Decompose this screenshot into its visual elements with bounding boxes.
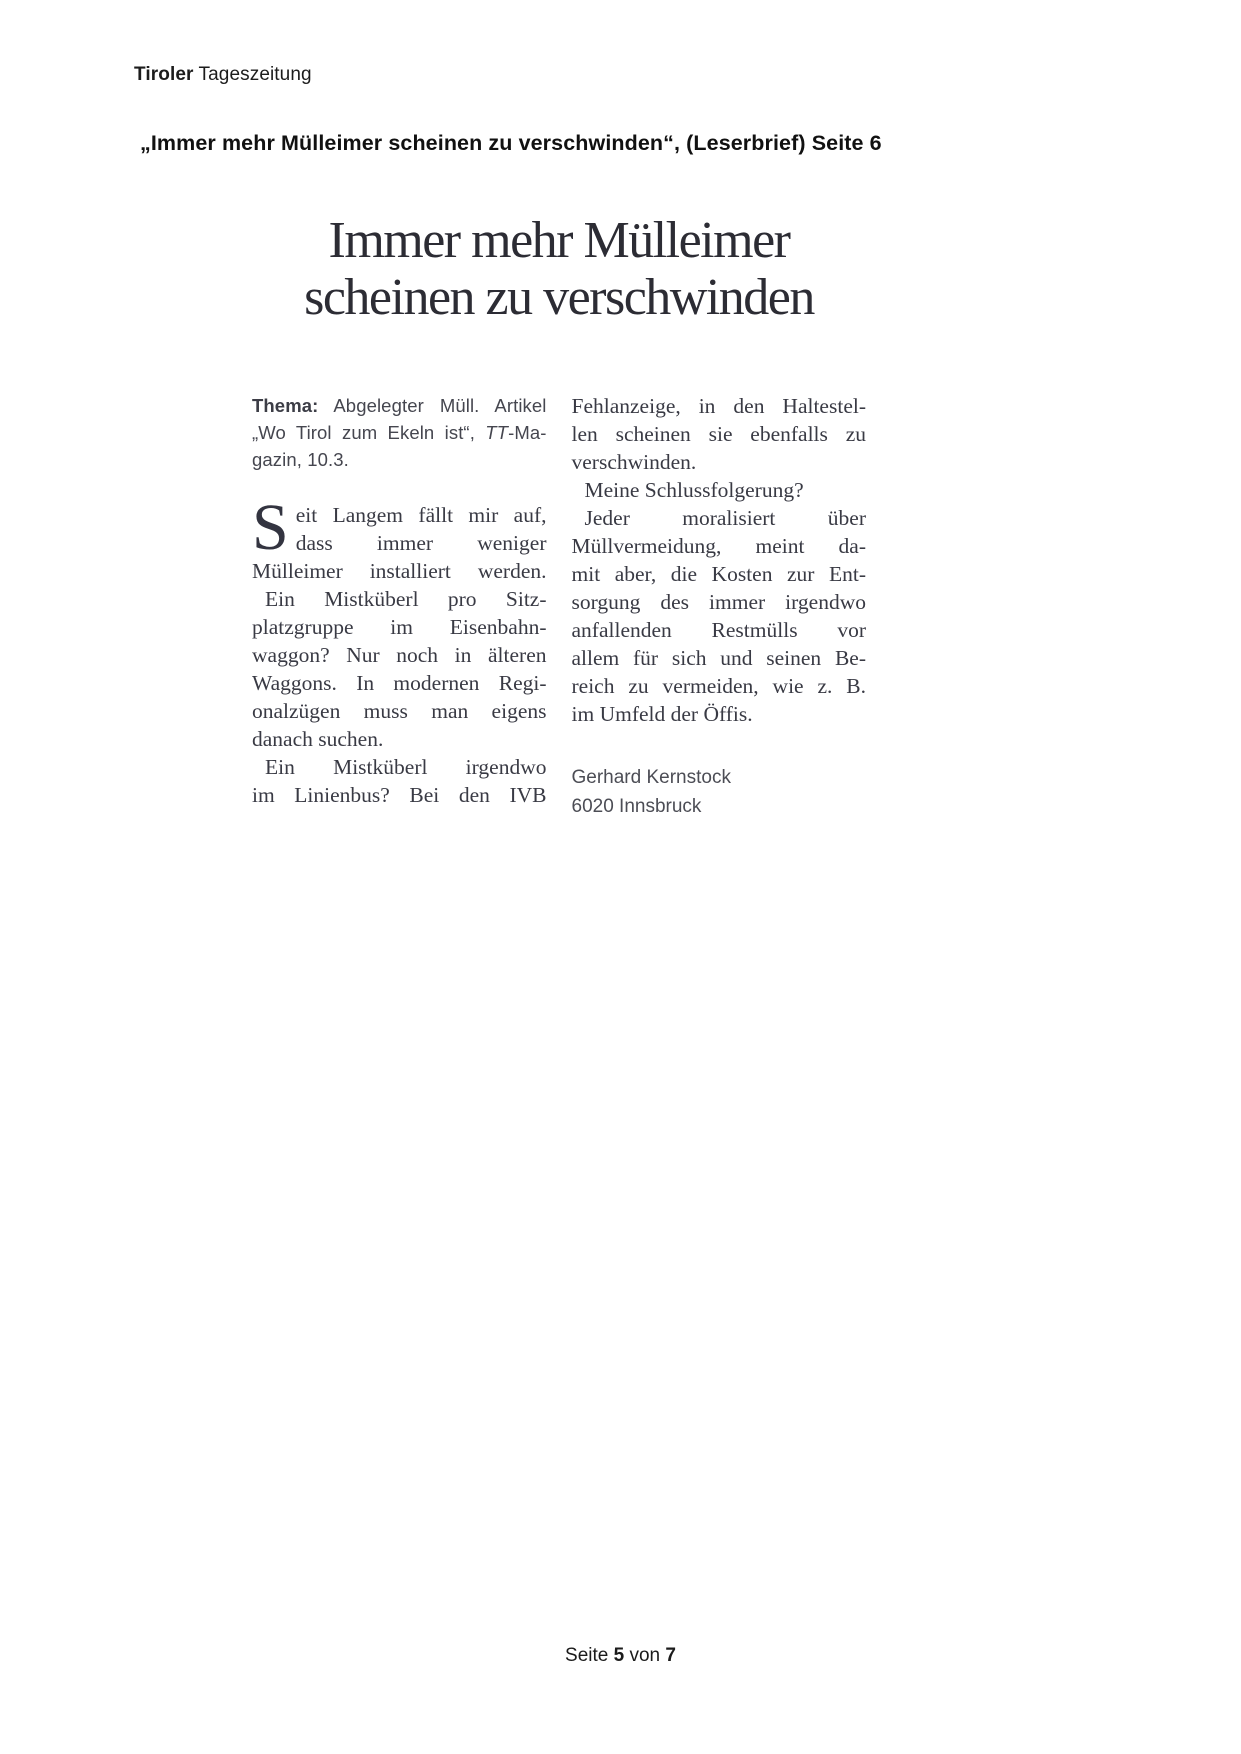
newspaper-name-rest: Tageszeitung: [193, 64, 312, 85]
text-line: sorgung des immer irgendwo: [571, 590, 866, 614]
intro-line2-tail: -Ma-: [508, 422, 547, 443]
article-column-2: [572, 392, 867, 821]
clipping-reference-title: „Immer mehr Mülleimer scheinen zu verschwinden“, (Leserbrief) Seite 6: [140, 131, 882, 155]
text-line: Jeder moralisiert über: [584, 506, 866, 530]
text-line: anfallenden Restmülls vor: [571, 618, 866, 642]
newspaper-name-bold: Tiroler: [134, 64, 194, 85]
intro-line1-text: Abgelegter Müll. Artikel: [318, 395, 547, 416]
text-line: Ein Mistküberl pro Sitz-: [265, 587, 547, 611]
text-line: im Linienbus? Bei den IVB: [252, 783, 547, 807]
newspaper-clipping: [252, 205, 866, 821]
text-line: Ein Mistküberl irgendwo: [265, 755, 547, 779]
text-line: waggon? Nur noch in älteren: [252, 643, 547, 667]
text-line: platzgruppe im Eisenbahn-: [252, 615, 547, 639]
footer-total-pages: 7: [665, 1645, 676, 1666]
text-line: Fehlanzeige, in den Haltestel-: [571, 394, 866, 418]
text-line: reich zu vermeiden, wie z. B.: [571, 674, 866, 698]
article-column-1: [252, 392, 547, 821]
article-body-col1-lines: [252, 491, 547, 809]
article-columns: [252, 392, 866, 821]
article-body-col2: [572, 392, 867, 728]
footer-current-page: 5: [613, 1645, 625, 1666]
newspaper-name: [134, 64, 312, 86]
intro-magazine-abbrev: TT: [485, 422, 509, 443]
text-line: im Umfeld der Öffis.: [571, 702, 753, 726]
author-name: Gerhard Kernstock: [571, 767, 731, 788]
footer-separator: von: [629, 1645, 661, 1666]
text-line: Meine Schlussfolgerung?: [584, 478, 804, 502]
intro-line: [252, 419, 547, 446]
text-line: Müllvermeidung, meint da-: [571, 534, 866, 558]
article-headline-line2: scheinen zu verschwinden: [304, 269, 814, 326]
intro-line: [252, 392, 547, 419]
author-city: 6020 Innsbruck: [571, 796, 702, 817]
text-line: len scheinen sie ebenfalls zu: [571, 422, 866, 446]
text-line: allem für sich und seinen Be-: [571, 646, 866, 670]
text-line: danach suchen.: [252, 727, 384, 751]
page-number-footer: [0, 1645, 1241, 1667]
article-body-col1: [252, 491, 547, 809]
article-topic-intro: [252, 392, 547, 473]
text-line: eit Langem fällt mir auf,: [295, 503, 547, 527]
article-headline-line1: Immer mehr Mülleimer: [328, 212, 790, 269]
drop-cap: S: [252, 491, 289, 564]
intro-line: [252, 446, 547, 473]
text-line: mit aber, die Kosten zur Ent-: [571, 562, 866, 586]
intro-line2-text: „Wo Tirol zum Ekeln ist“,: [252, 422, 486, 443]
letter-author: [572, 763, 867, 821]
text-line: Waggons. In modernen Regi-: [252, 671, 547, 695]
text-line: Mülleimer installiert werden.: [252, 559, 547, 583]
text-line: verschwinden.: [571, 450, 697, 474]
text-line: onalzügen muss man eigens: [252, 699, 547, 723]
intro-topic-label: Thema:: [252, 395, 319, 416]
intro-line3-text: gazin, 10.3.: [252, 449, 349, 470]
article-headline: [252, 212, 866, 326]
footer-prefix: Seite: [565, 1645, 609, 1666]
text-line: dass immer weniger: [295, 531, 547, 555]
